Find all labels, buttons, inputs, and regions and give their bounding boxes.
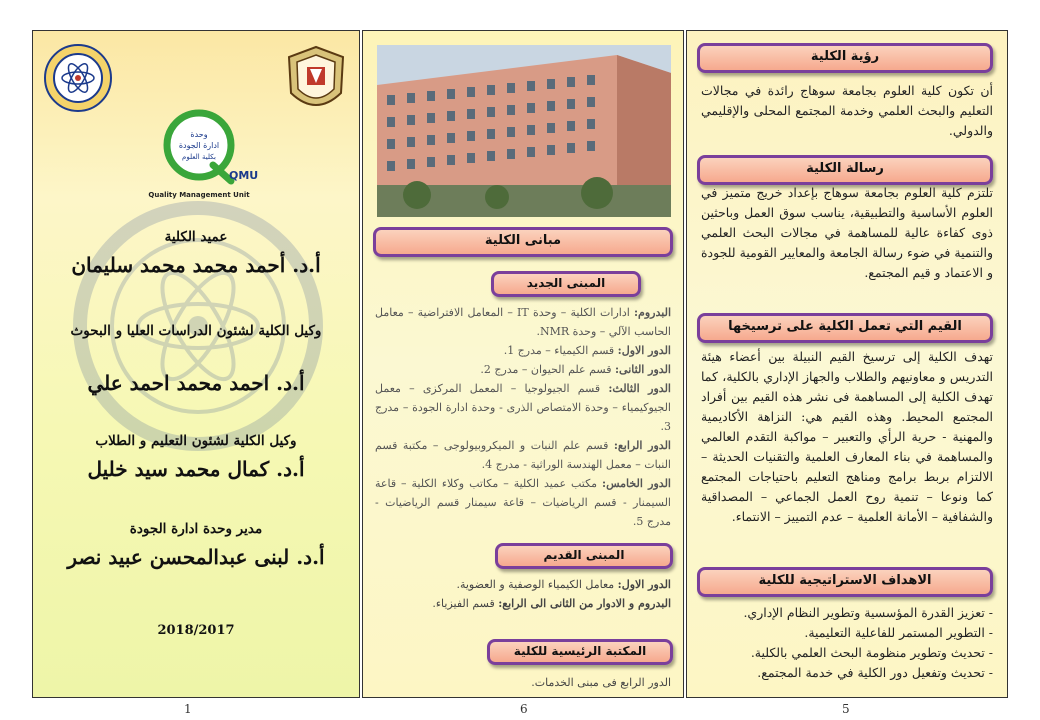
- floor-item: الدور الخامس: مكتب عميد الكلية – مكاتب وكلاء الكلية – قاعة السيمنار - قسم الرياضيات – قاعة سيمنار قسم الرياضيات - مدرج 5.: [375, 477, 671, 528]
- svg-text:ادارة الجودة: ادارة الجودة: [178, 141, 220, 150]
- building-illustration-icon: [377, 45, 671, 217]
- vision-text: أن تكون كلية العلوم بجامعة سوهاج رائدة في مجالات التعليم والبحث العلمي وخدمة المجتمع المحلى والإقليمي والدولي.: [701, 83, 993, 138]
- list-item: - تحديث وتطوير منظومة البحث العلمي بالكلية.: [750, 645, 993, 660]
- dean-name: أ.د. أحمد محمد محمد سليمان: [71, 253, 321, 277]
- values-heading: القيم التي تعمل الكلية على ترسيخها: [697, 313, 993, 343]
- new-building-heading: المبنى الجديد: [491, 271, 641, 297]
- buildings-page: [362, 30, 684, 698]
- page-number-right: 5: [842, 702, 850, 716]
- qmu-logo: [148, 111, 259, 201]
- buildings-heading: مبانى الكلية: [373, 227, 673, 257]
- floor-item: البدروم: ادارات الكلية – وحدة IT – المعامل الافتراضية – معامل الحاسب الآلي – وحدة NMR.: [375, 306, 671, 338]
- list-item: - تعزيز القدرة المؤسسية وتطوير النظام الإداري.: [743, 605, 993, 620]
- science-seal-icon: [43, 43, 113, 113]
- floor-item: الدور الثانى: قسم علم الحيوان – مدرج 2.: [480, 363, 671, 376]
- goals-heading: الاهداف الاستراتيجية للكلية: [697, 567, 993, 597]
- qmu-abbr: QMU: [229, 169, 259, 182]
- svg-text:وحدة: وحدة: [190, 130, 208, 139]
- floor-item: البدروم و الادوار من الثانى الى الرابع: قسم الفيزياء.: [432, 597, 671, 610]
- values-text: تهدف الكلية إلى ترسيخ القيم النبيلة بين أعضاء هيئة التدريس و معاونيهم والطلاب والجهاز الإداري بالكلية، كما تهدف الكلية إلى المساهمة فى نشر هذه القيم بين أفراد المجتمع المحيط. وهذه القيم هي: النزاهة الأكاديمية والمهنية - حرية الرأي والتعبير – مواكبة التقدم العالمي والمساهمة في بناء المعارف العلمية والتقنيات الحديثة – الالتزام بربط برامج ومناهج التعليم باحتياجات المجتمع كما ونوعا – تنمية روح العمل الجماعي – المصداقية والشفافية – الأمانة العلمية – عدم التمييز – الانتماء.: [701, 349, 993, 524]
- list-item: - تحديث وتفعيل دور الكلية في خدمة المجتمع.: [757, 665, 993, 680]
- quality-name: أ.د. لبنى عبدالمحسن عبيد نصر: [67, 545, 325, 569]
- vice2-name: أ.د. كمال محمد سيد خليل: [87, 457, 305, 481]
- floor-item: الدور الاول: معامل الكيمياء الوصفية و العضوية.: [456, 578, 671, 591]
- vice1-title: وكيل الكلية لشئون الدراسات العليا و البحوث: [70, 323, 322, 339]
- qmu-caption: Quality Management Unit: [148, 191, 250, 199]
- mission-text: تلتزم كلية العلوم بجامعة سوهاج بإعداد خريج متميز في العلوم الأساسية والتطبيقية، يناسب سوق العمل وباحثين ذوى كفاءة عالية للمساهمة في مجالات البحث العلمي والتنمية في ضوء رسالة الجامعة والمعايير القومية للجودة و الاعتماد و قيم المجتمع.: [701, 185, 993, 280]
- vice2-title: وكيل الكلية لشئون التعليم و الطلاب: [95, 433, 297, 449]
- academic-year: 2018/2017: [157, 623, 235, 638]
- dean-title: عميد الكلية: [164, 229, 228, 245]
- old-building-heading: المبنى القديم: [495, 543, 673, 569]
- vice1-name: أ.د. احمد محمد احمد علي: [87, 371, 305, 395]
- qmu-emblem-icon: [151, 111, 259, 187]
- mission-heading: رسالة الكلية: [697, 155, 993, 185]
- old-building-floors: [375, 575, 671, 613]
- goals-list: [701, 603, 993, 683]
- page-number-middle: 6: [520, 702, 528, 716]
- quality-title: مدير وحدة ادارة الجودة: [129, 521, 263, 537]
- about-page: [686, 30, 1008, 698]
- university-seal-icon: [285, 45, 347, 117]
- library-location: الدور الرابع فى مبنى الخدمات.: [531, 676, 671, 689]
- list-item: - التطوير المستمر للفاعلية التعليمية.: [804, 625, 993, 640]
- svg-text:بكلية العلوم: بكلية العلوم: [182, 153, 216, 161]
- cover-page: [32, 30, 360, 698]
- floor-item: الدور الاول: قسم الكيمياء – مدرج 1.: [503, 344, 671, 357]
- new-building-floors: [375, 303, 671, 531]
- university-logo: [285, 45, 347, 117]
- library-heading: المكتبة الرئيسية للكلية: [487, 639, 673, 665]
- science-logo: [43, 43, 113, 113]
- page-number-left: 1: [184, 702, 192, 716]
- floor-item: الدور الرابع: قسم علم النبات و الميكروبيولوجى – مكتبة قسم النبات – معمل الهندسة الوراثية - مدرج 4.: [375, 439, 671, 471]
- building-photo: [377, 45, 671, 217]
- floor-item: الدور الثالث: قسم الجيولوجيا – المعمل المركزى – معمل الجيوكيمياء – وحدة الامتصاص الذرى - وحدة ادارة الجودة – مدرج 3.: [375, 382, 671, 433]
- vision-heading: رؤية الكلية: [697, 43, 993, 73]
